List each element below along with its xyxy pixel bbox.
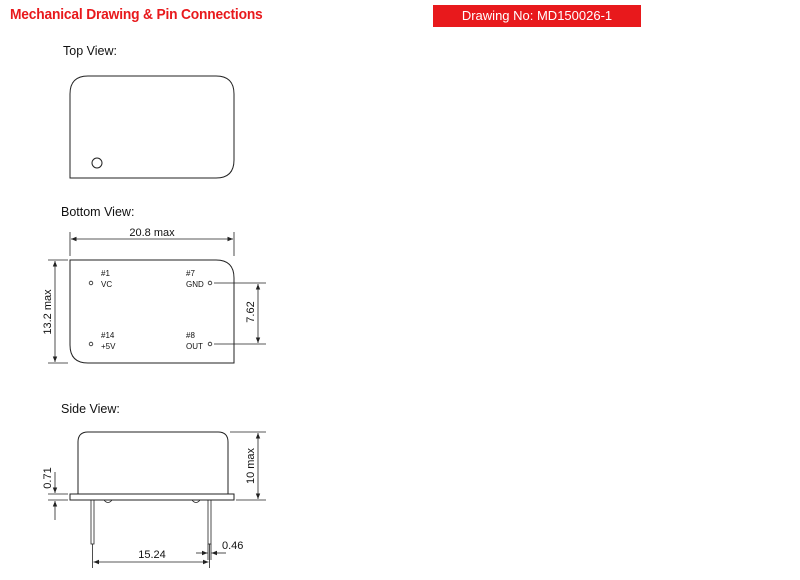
pin-diameter-dimension-label: 0.46 (222, 540, 244, 552)
pin1-circle (89, 281, 93, 285)
side-view-label: Side View: (61, 402, 120, 416)
height-dimension-label: 13.2 max (42, 289, 54, 335)
pin7-circle (208, 281, 212, 285)
top-view-label: Top View: (63, 44, 117, 58)
side-view (42, 432, 266, 568)
pin-spacing-dimension-label: 7.62 (245, 301, 257, 323)
pin14-number: #14 (101, 331, 115, 340)
pin14-name: +5V (101, 342, 116, 351)
pin8-name: OUT (186, 342, 203, 351)
side-view-base-flange (70, 494, 234, 500)
pin-pitch-dimension-label: 15.24 (138, 549, 166, 561)
top-view-outline (70, 76, 234, 178)
pin8-number: #8 (186, 331, 195, 340)
pin1-marker-dot (92, 158, 102, 168)
pin1-number: #1 (101, 269, 110, 278)
side-view-left-pin (91, 500, 94, 544)
standoff-dimension-label: 0.71 (42, 467, 54, 489)
bottom-view-outline (70, 260, 234, 363)
top-view (70, 76, 234, 178)
page-title: Mechanical Drawing & Pin Connections (10, 6, 263, 23)
width-dimension-label: 20.8 max (129, 227, 175, 239)
bottom-view-label: Bottom View: (61, 205, 135, 219)
side-height-dimension-label: 10 max (245, 447, 257, 485)
side-view-right-pin (208, 500, 211, 544)
pin7-name: GND (186, 280, 204, 289)
pin8-circle (208, 342, 212, 346)
pin14-circle (89, 342, 93, 346)
side-view-body (78, 432, 228, 494)
bottom-view (42, 227, 266, 363)
pin1-name: VC (101, 280, 113, 289)
pin7-number: #7 (186, 269, 195, 278)
drawing-number-badge: Drawing No: MD150026-1 (433, 5, 641, 27)
